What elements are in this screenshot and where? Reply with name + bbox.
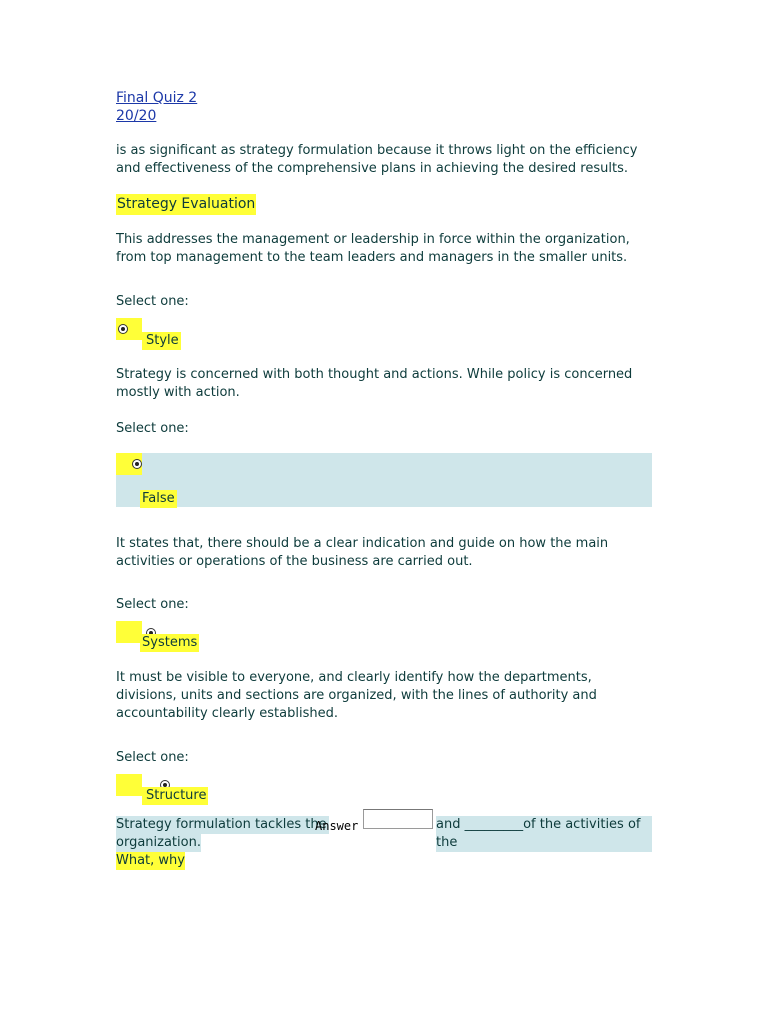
- question-6-answer-input[interactable]: [363, 809, 433, 829]
- question-4-select-label: Select one:: [116, 597, 189, 612]
- question-3-selected-row: [116, 453, 652, 507]
- quiz-score-link[interactable]: 20/20: [116, 108, 157, 124]
- question-2-selected-option[interactable]: Style: [142, 332, 181, 350]
- question-4-text: It states that, there should be a clear indication and guide on how the main activities or operations of the business are carried out.: [116, 536, 609, 569]
- question-2-text: This addresses the management or leadership in force within the organization, from top management to the team leaders and managers in the smaller units.: [116, 232, 630, 265]
- question-3-select-label: Select one:: [116, 421, 189, 436]
- question-3-selected-option[interactable]: False: [142, 491, 175, 506]
- question-6-answer-label: Answer: [315, 819, 359, 833]
- question-4-radio-highlight: [116, 621, 142, 643]
- question-1-answer: Strategy Evaluation: [116, 194, 256, 215]
- question-2-select-label: Select one:: [116, 294, 189, 309]
- question-5-radio-highlight: [116, 774, 142, 796]
- question-6-answer: What, why: [116, 853, 185, 868]
- question-4-selected-option[interactable]: Systems: [142, 635, 198, 650]
- question-2-radio-button[interactable]: [118, 324, 128, 334]
- question-6-text-line2: organization.: [116, 835, 201, 850]
- question-5-selected-option[interactable]: Structure: [142, 787, 208, 805]
- quiz-title-link[interactable]: Final Quiz 2: [116, 90, 198, 106]
- question-1-text: is as significant as strategy formulation because it throws light on the efficiency and effectiveness of the comprehensive plans in achieving the desired results.: [116, 143, 638, 176]
- question-6-text-before: Strategy formulation tackles the: [116, 817, 327, 832]
- question-3-text: Strategy is concerned with both thought and actions. While policy is concerned mostly with action.: [116, 367, 633, 400]
- question-5-select-label: Select one:: [116, 750, 189, 765]
- question-5-text: It must be visible to everyone, and clearly identify how the departments, divisions, units and sections are organized, with the lines of authority and accountability clearly established.: [116, 670, 597, 721]
- question-6-text-after: and _________of the activities of the: [436, 816, 652, 852]
